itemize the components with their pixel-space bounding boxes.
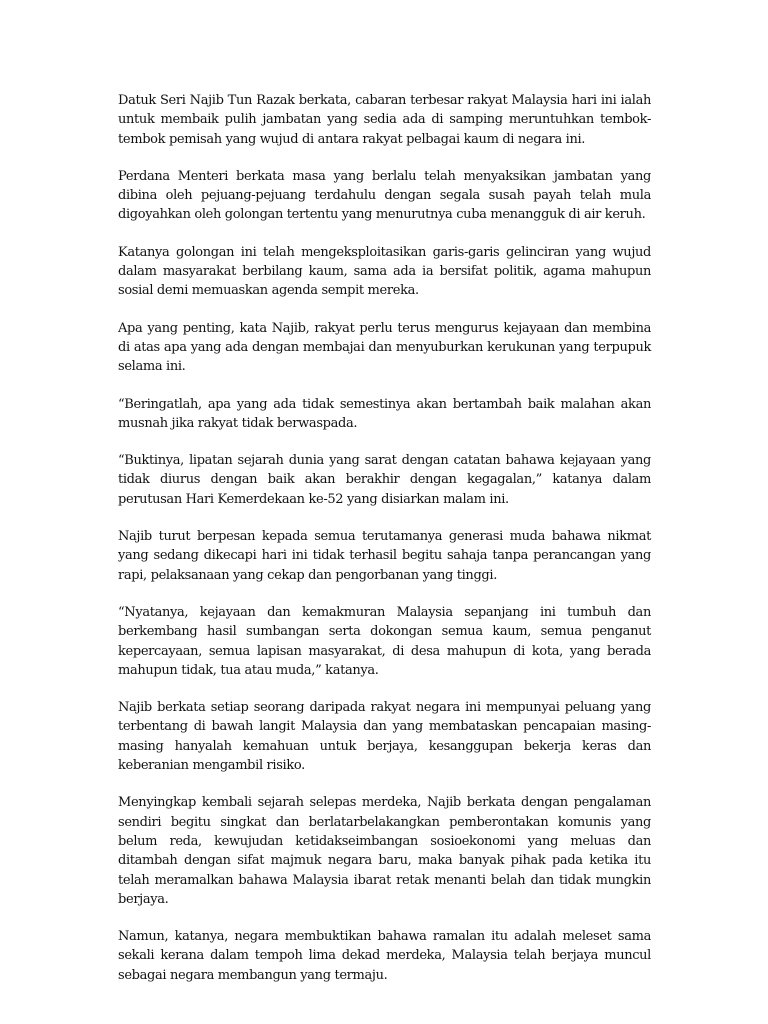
paragraph-1: Datuk Seri Najib Tun Razak berkata, cabaran terbesar rakyat Malaysia hari ini ialah untuk membaik pulih jambatan yang sedia ada di samping meruntuhkan tembok-tembok pemisah yang wujud di antara rakyat pelbagai kaum di negara ini. [118,93,651,147]
paragraph-3: Katanya golongan ini telah mengeksploitasikan garis-garis gelinciran yang wujud dalam masyarakat berbilang kaum, sama ada ia bersifat politik, agama mahupun sosial demi memuaskan agenda sempit mereka. [118,244,651,299]
paragraph-10: Menyingkap kembali sejarah selepas merdeka, Najib berkata dengan pengalaman sendiri begitu singkat dan berlatarbelakangkan pemberontakan komunis yang belum reda, kewujudan ketidakseimbangan sosioekonomi yang meluas dan ditambah dengan sifat majmuk negara baru, maka banyak pihak pada ketika itu telah meramalkan bahawa Malaysia ibarat retak menanti belah dan tidak mungkin berjaya. [118,795,651,907]
paragraph-4: Apa yang penting, kata Najib, rakyat perlu terus mengurus kejayaan dan membina di atas apa yang ada dengan membajai dan menyuburkan kerukunan yang terpupuk selama ini. [118,320,651,375]
paragraph-5: “Beringatlah, apa yang ada tidak semestinya akan bertambah baik malahan akan musnah jika rakyat tidak berwaspada. [118,396,651,431]
paragraph-7: Najib turut berpesan kepada semua terutamanya generasi muda bahawa nikmat yang sedang dikecapi hari ini tidak terhasil begitu sahaja tanpa perancangan yang rapi, pelaksanaan yang cekap dan pengorbanan yang tinggi. [118,529,651,583]
paragraph-6: “Buktinya, lipatan sejarah dunia yang sarat dengan catatan bahawa kejayaan yang tidak diurus dengan baik akan berakhir dengan kegagalan,” katanya dalam perutusan Hari Kemerdekaan ke-52 yang disiarkan malam ini. [118,453,651,507]
document-page [118,91,651,1003]
paragraph-11: Namun, katanya, negara membuktikan bahawa ramalan itu adalah meleset sama sekali kerana dalam tempoh lima dekad merdeka, Malaysia telah berjaya muncul sebagai negara membangun yang termaju. [118,929,651,983]
paragraph-2: Perdana Menteri berkata masa yang berlalu telah menyaksikan jambatan yang dibina oleh pejuang-pejuang terdahulu dengan segala susah payah telah mula digoyahkan oleh golongan tertentu yang menurutnya cuba menangguk di air keruh. [118,168,651,223]
paragraph-8: “Nyatanya, kejayaan dan kemakmuran Malaysia sepanjang ini tumbuh dan berkembang hasil sumbangan serta dokongan semua kaum, semua penganut kepercayaan, semua lapisan masyarakat, di desa mahupun di kota, yang berada mahupun tidak, tua atau muda,” katanya. [118,604,651,678]
paragraph-9: Najib berkata setiap seorang daripada rakyat negara ini mempunyai peluang yang terbentang di bawah langit Malaysia dan yang membataskan pencapaian masing-masing hanyalah kemahuan untuk berjaya, kesanggupan bekerja keras dan keberanian mengambil risiko. [118,700,651,774]
